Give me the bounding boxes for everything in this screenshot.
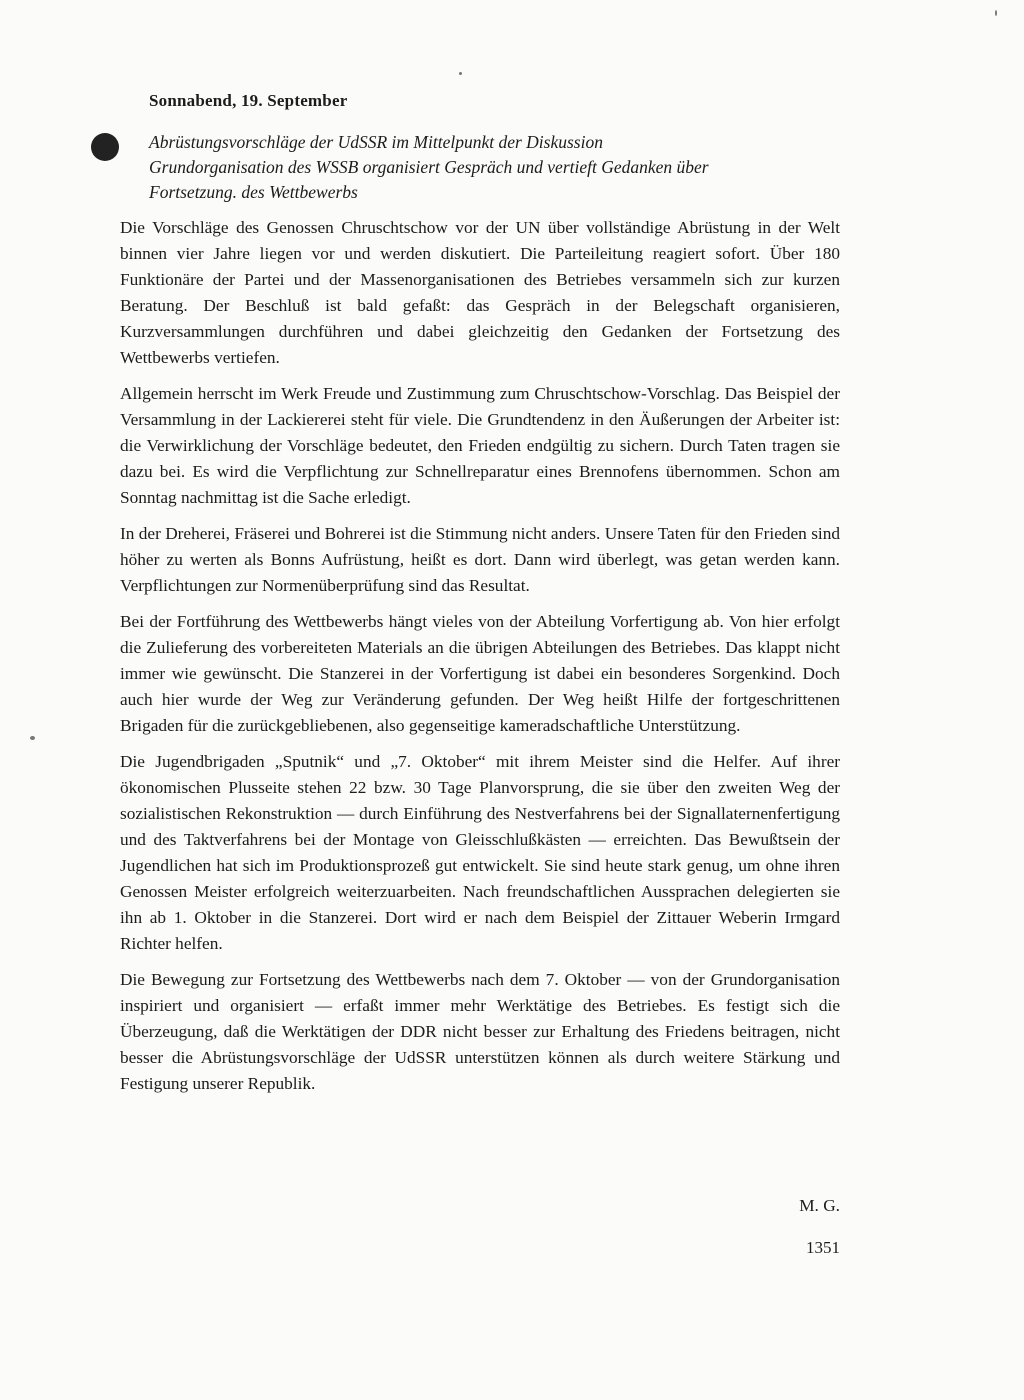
subheadline: Abrüstungsvorschläge der UdSSR im Mittelpunkt der Diskussion <box>149 132 603 152</box>
scan-speck <box>459 72 462 75</box>
subheadline-block <box>149 130 849 205</box>
date-heading: Sonnabend, 19. September <box>149 91 348 110</box>
page-number: 1351 <box>806 1238 840 1257</box>
paragraph: Allgemein herrscht im Werk Freude und Zustimmung zum Chruschtschow-Vorschlag. Das Beispiel der Versammlung in der Lackiererei steht für viele. Die Grundtendenz in den Äußerungen der Arbeiter ist: die Verwirklichung der Vorschläge bedeutet, den Frieden endgültig zu sichern. Durch Taten tragen sie dazu bei. Es wird die Verpflichtung zur Schnellreparatur eines Brennofens übernommen. Schon am Sonntag nachmittag ist die Sache erledigt. <box>120 384 840 507</box>
subheadline: Grundorganisation des WSSB organisiert Gespräch und vertieft Gedanken über <box>149 157 709 177</box>
subheadline: Fortsetzung. des Wettbewerbs <box>149 182 358 202</box>
paragraph: Bei der Fortführung des Wettbewerbs hängt vieles von der Abteilung Vorfertigung ab. Von hier erfolgt die Zulieferung des vorbereiteten Materials an die übrigen Abteilungen des Betriebes. Das klappt nicht immer wie gewünscht. Die Stanzerei in der Vorfertigung ist dabei ein besonderes Sorgenkind. Doch auch hier wurde der Weg zur Veränderung gefunden. Der Weg heißt Hilfe der fortgeschrittenen Brigaden für die zurückgebliebenen, also gegenseitige kameradschaftliche Unterstützung. <box>120 612 840 735</box>
paragraph: Die Jugendbrigaden „Sputnik“ und „7. Oktober“ mit ihrem Meister sind die Helfer. Auf ihrer ökonomischen Plusseite stehen 22 bzw. 30 Tage Planvorsprung, die sie über den zweiten Weg der sozialistischen Rekonstruktion — durch Einführung des Nestverfahrens bei der Signallaternenfertigung und des Taktverfahrens bei der Montage von Gleisschlußkästen — erreichten. Das Bewußtsein der Jugendlichen hat sich im Produktionsprozeß gut entwickelt. Sie sind heute stark genug, um ohne ihren Genossen Meister erfolgreich weiterzuarbeiten. Nach freundschaftlichen Aussprachen delegierten sie ihn ab 1. Oktober in die Stanzerei. Dort wird er nach dem Beispiel der Zittauer Weberin Irmgard Richter helfen. <box>120 752 840 953</box>
author-signature: M. G. <box>799 1196 840 1215</box>
scan-speck <box>30 736 35 740</box>
bullet-dot-icon <box>91 133 119 161</box>
paragraph: Die Vorschläge des Genossen Chruschtschow vor der UN über vollständige Abrüstung in der Welt binnen vier Jahre liegen vor und werden diskutiert. Die Parteileitung reagiert sofort. Über 180 Funktionäre der Partei und der Massenorganisationen des Betriebes versammeln sich zur kurzen Beratung. Der Beschluß ist bald gefaßt: das Gespräch in der Belegschaft organisieren, Kurzversammlungen durchführen und dabei gleichzeitig den Gedanken der Fortsetzung des Wettbewerbs vertiefen. <box>120 218 840 367</box>
paragraph: Die Bewegung zur Fortsetzung des Wettbewerbs nach dem 7. Oktober — von der Grundorganisation inspiriert und organisiert — erfaßt immer mehr Werktätige des Betriebes. Es festigt sich die Überzeugung, daß die Werktätigen der DDR nicht besser zur Erhaltung des Friedens beitragen, nicht besser die Abrüstungsvorschläge der UdSSR unterstützen können als durch weitere Stärkung und Festigung unserer Republik. <box>120 970 840 1093</box>
scan-speck <box>995 10 997 16</box>
article-body <box>120 215 840 1107</box>
paragraph: In der Dreherei, Fräserei und Bohrerei ist die Stimmung nicht anders. Unsere Taten für den Frieden sind höher zu werten als Bonns Aufrüstung, heißt es dort. Dann wird überlegt, was getan werden kann. Verpflichtungen zur Normenüberprüfung sind das Resultat. <box>120 524 840 595</box>
